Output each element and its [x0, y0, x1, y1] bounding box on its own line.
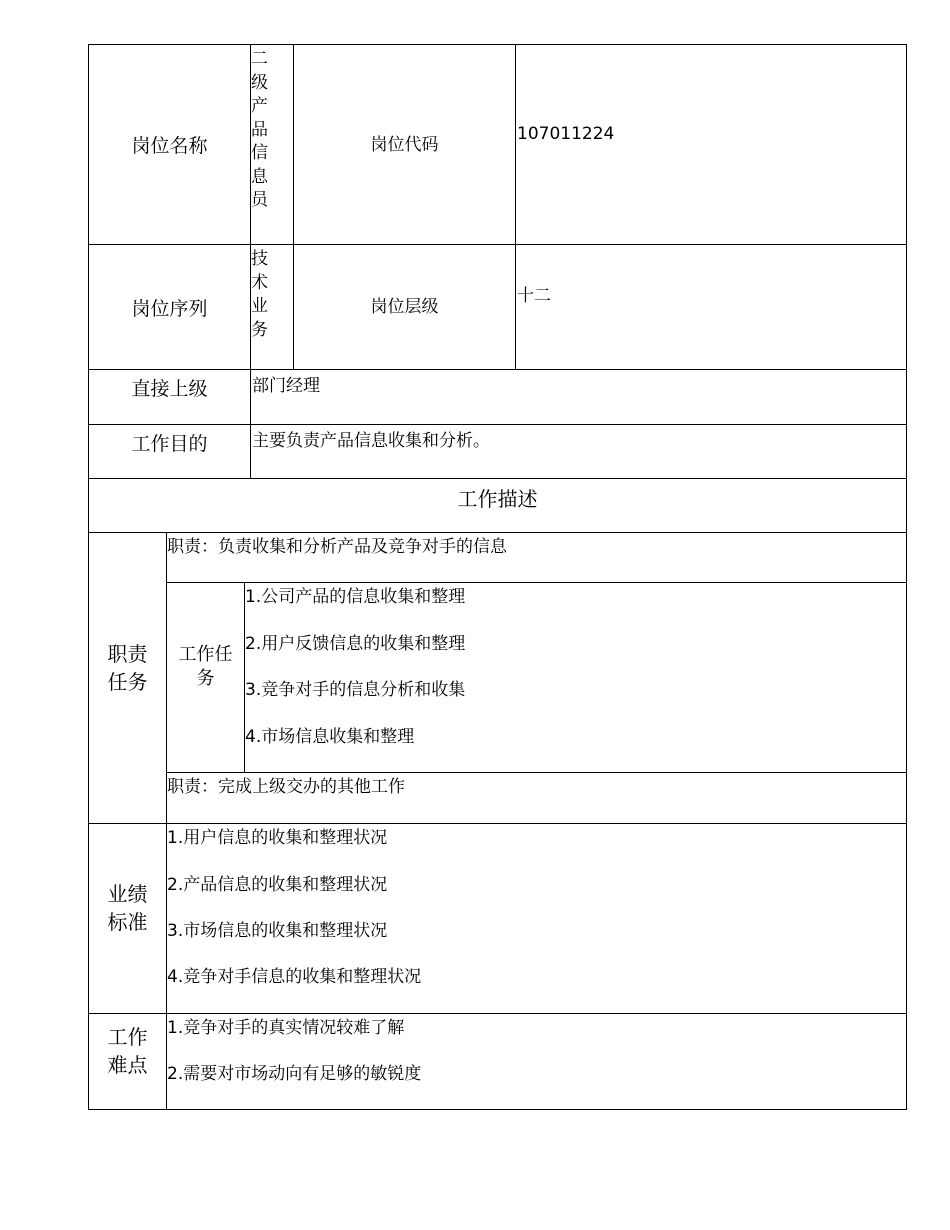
position-sequence-value: 技术业务	[251, 249, 268, 340]
performance-list-cell	[166, 823, 907, 1014]
position-sequence-label: 岗位序列	[131, 297, 208, 320]
supervisor-label-cell	[88, 369, 251, 425]
position-sequence-label-cell	[88, 244, 251, 370]
difficulties-label-line2: 难点	[107, 1053, 148, 1077]
position-code-label-cell	[293, 44, 516, 245]
difficulty-item: 1.竞争对手的真实情况较难了解	[167, 1018, 405, 1038]
purpose-label: 工作目的	[131, 433, 208, 455]
position-sequence-value-cell	[250, 244, 294, 370]
difficulties-label-line1: 工作	[107, 1025, 148, 1049]
duties-label-cell	[88, 532, 167, 824]
position-level-value-cell	[515, 244, 907, 370]
supervisor-label: 直接上级	[131, 378, 208, 400]
performance-label-cell	[88, 823, 167, 1014]
position-code-label: 岗位代码	[370, 134, 439, 155]
duty-2-cell	[166, 772, 907, 824]
tasks-label-line1: 工作任	[178, 644, 233, 665]
position-level-label-cell	[293, 244, 516, 370]
position-name-label: 岗位名称	[131, 135, 208, 157]
performance-item: 2.产品信息的收集和整理状况	[167, 875, 388, 895]
purpose-label-cell	[88, 424, 251, 479]
task-item: 1.公司产品的信息收集和整理	[245, 587, 466, 607]
supervisor-value-cell	[250, 369, 907, 425]
supervisor-value: 部门经理	[252, 376, 320, 396]
work-description-title-cell	[88, 478, 907, 533]
duties-label-line1: 职责	[107, 642, 148, 666]
tasks-label-line2: 务	[196, 668, 215, 689]
performance-item: 3.市场信息的收集和整理状况	[167, 921, 388, 941]
position-code-value: 107011224	[517, 124, 615, 144]
performance-label-line1: 业绩	[107, 882, 148, 906]
task-item: 3.竞争对手的信息分析和收集	[245, 680, 466, 700]
work-description-title: 工作描述	[457, 487, 538, 511]
duty-2-text: 职责：完成上级交办的其他工作	[167, 777, 405, 797]
duty-1-text: 职责：负责收集和分析产品及竞争对手的信息	[167, 537, 507, 557]
performance-item: 4.竞争对手信息的收集和整理状况	[167, 967, 422, 987]
difficulties-label-cell	[88, 1013, 167, 1110]
tasks-list-cell	[244, 582, 907, 773]
purpose-value: 主要负责产品信息收集和分析。	[252, 431, 490, 451]
duties-label-line2: 任务	[107, 670, 148, 694]
position-code-value-cell	[515, 44, 907, 245]
task-item: 2.用户反馈信息的收集和整理	[245, 634, 466, 654]
task-item: 4.市场信息收集和整理	[245, 727, 415, 747]
performance-label-line2: 标准	[107, 910, 148, 934]
purpose-value-cell	[250, 424, 907, 479]
position-name-value: 二级产品信息员	[251, 49, 268, 210]
difficulty-item: 2.需要对市场动向有足够的敏锐度	[167, 1064, 422, 1084]
tasks-label-cell	[166, 582, 245, 773]
position-name-label-cell	[88, 44, 251, 245]
duty-1-cell	[166, 532, 907, 583]
difficulties-list-cell	[166, 1013, 907, 1110]
position-name-value-cell	[250, 44, 294, 245]
position-level-value: 十二	[517, 286, 551, 306]
performance-item: 1.用户信息的收集和整理状况	[167, 828, 388, 848]
position-level-label: 岗位层级	[370, 297, 439, 317]
